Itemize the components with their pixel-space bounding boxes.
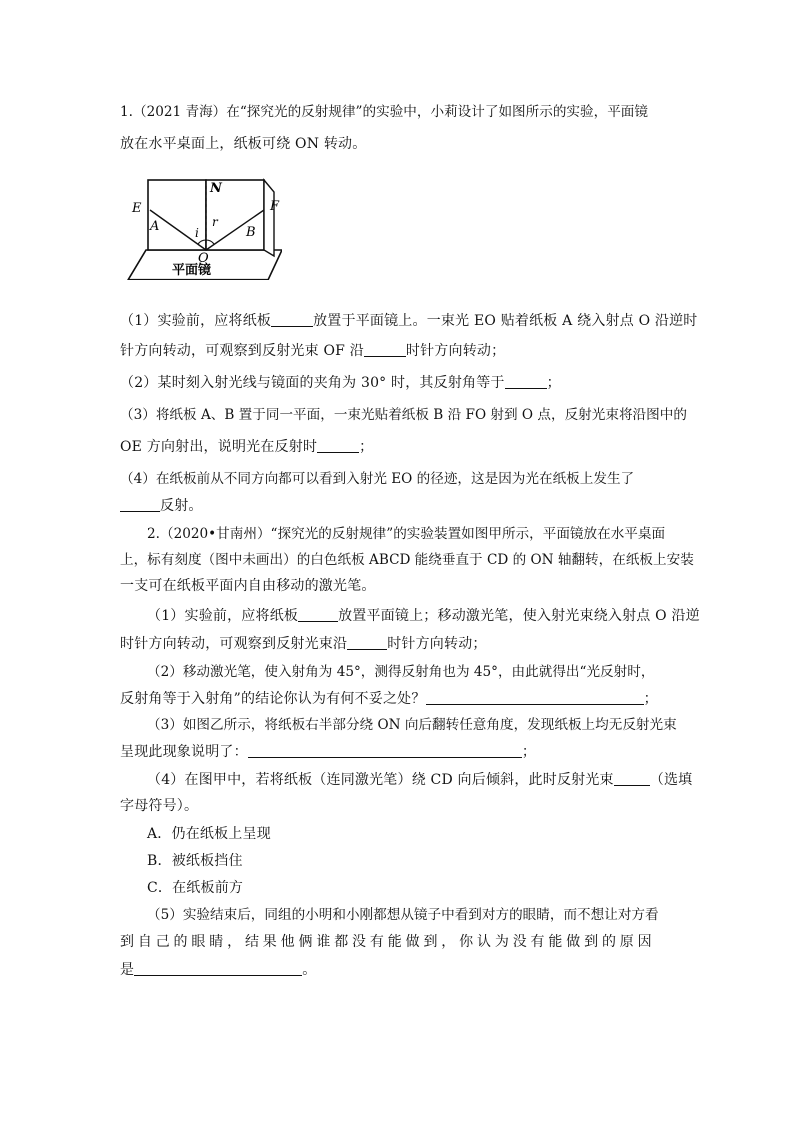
q1-part3-line2	[120, 437, 373, 457]
q1-part1-text-c: 针方向转动，可观察到反射光束 OF 沿	[120, 343, 364, 359]
answer-blank[interactable]	[248, 743, 522, 758]
q2-part2-line2	[120, 689, 658, 709]
q1-stem-line1: 1.（2021 青海）在“探究光的反射规律”的实验中，小莉设计了如图所示的实验，平面镜	[120, 104, 648, 120]
q2-part5-line2: 到 自 己 的 眼 睛 ， 结 果 他 俩 谁 都 没 有 能 做 到 ， 你 认 为 没 有 能 做 到 的 原 因	[120, 934, 652, 950]
label-n: N	[210, 181, 222, 196]
q1-part4-line2	[120, 496, 203, 516]
q2-part4-text-a: （4）在图甲中，若将纸板（连同激光笔）绕 CD 向后倾斜，此时反射光束	[147, 772, 614, 788]
q1-part3-line1: （3）将纸板 A、B 置于同一平面，一束光贴着纸板 B 沿 FO 射到 O 点，反射光束将沿图中的	[120, 407, 687, 423]
answer-blank[interactable]	[614, 771, 650, 786]
q2-part3-line2	[120, 742, 536, 762]
label-f: F	[270, 199, 280, 214]
q1-part2-text-a: （2）某时刻入射光线与镜面的夹角为 30° 时，其反射角等于	[120, 375, 505, 391]
label-a: A	[150, 219, 160, 234]
answer-blank[interactable]	[298, 607, 338, 622]
label-i: i	[195, 226, 199, 240]
q1-part1-text-b: 放置于平面镜上。一束光 EO 贴着纸板 A 绕入射点 O 沿逆时	[313, 313, 698, 329]
q2-option-a: A．仍在纸板上呈现	[147, 826, 271, 842]
q1-mirror-diagram	[122, 174, 282, 280]
q2-part4-line1	[147, 770, 692, 790]
q2-option-b: B．被纸板挡住	[147, 853, 243, 869]
label-b: B	[246, 225, 256, 240]
q2-part4-text-b: （选填	[649, 772, 693, 788]
q2-part5-line1: （5）实验结束后，同组的小明和小刚都想从镜子中看到对方的眼睛，而不想让对方看	[147, 907, 659, 923]
q2-part5-text-a: 是	[120, 962, 135, 978]
q1-part2-text-b: ；	[546, 375, 561, 391]
answer-blank[interactable]	[347, 635, 387, 650]
q1-part1-text-a: （1）实验前，应将纸板	[120, 313, 272, 329]
q2-part2-text-b: ；	[643, 691, 658, 707]
answer-blank[interactable]	[271, 312, 313, 327]
answer-blank[interactable]	[505, 374, 547, 389]
q2-part5-text-b: 。	[302, 962, 317, 978]
q1-part4-line1: （4）在纸板前从不同方向都可以看到入射光 EO 的径迹，这是因为光在纸板上发生了	[120, 471, 635, 487]
q2-part1-text-b: 放置平面镜上；移动激光笔，使入射光束绕入射点 O 沿逆	[338, 608, 700, 624]
q1-stem-line2: 放在水平桌面上，纸板可绕 ON 转动。	[120, 136, 367, 152]
q2-part3-line1: （3）如图乙所示，将纸板右半部分绕 ON 向后翻转任意角度，发现纸板上均无反射光束	[147, 717, 677, 733]
answer-blank[interactable]	[317, 438, 359, 453]
label-e: E	[132, 201, 142, 216]
answer-blank[interactable]	[426, 690, 644, 705]
q1-part3-text-b: ；	[359, 439, 374, 455]
q2-part4-line2: 字母符号）。	[120, 798, 199, 814]
q2-part2-line1: （2）移动激光笔，使入射角为 45°，测得反射角也为 45°，由此就得出“光反射时，	[147, 664, 655, 680]
q2-stem-line1: 2.（2020•甘南州）“探究光的反射规律”的实验装置如图甲所示，平面镜放在水平桌面	[147, 526, 666, 542]
q2-part1-text-d: 时针方向转动；	[387, 636, 487, 652]
answer-blank[interactable]	[120, 497, 160, 512]
q2-part3-text-a: 呈现此现象说明了：	[120, 744, 248, 760]
q2-option-c: C．在纸板前方	[147, 880, 244, 896]
mirror-experiment-figure	[122, 174, 282, 280]
q2-part1-line1	[147, 606, 700, 626]
q1-part1-text-d: 时针方向转动；	[405, 343, 506, 359]
q2-part1-text-a: （1）实验前，应将纸板	[147, 608, 299, 624]
q1-part1-line1	[120, 311, 698, 331]
q2-stem-line2: 上，标有刻度（图中未画出）的白色纸板 ABCD 能绕垂直于 CD 的 ON 轴翻转，在纸板上安装	[120, 552, 694, 568]
answer-blank[interactable]	[364, 342, 406, 357]
q1-part3-text-a: OE 方向射出，说明光在反射时	[120, 439, 318, 455]
q2-part1-text-c: 时针方向转动，可观察到反射光束沿	[120, 636, 348, 652]
q2-stem-line3: 一支可在纸板平面内自由移动的激光笔。	[120, 578, 376, 594]
q2-part5-line3	[120, 960, 316, 980]
q2-part2-text-a: 反射角等于入射角”的结论你认为有何不妥之处？	[120, 691, 426, 707]
q1-part4-text: 反射。	[160, 498, 203, 514]
label-r: r	[212, 215, 218, 229]
mirror-label: 平面镜	[172, 263, 212, 278]
q2-part3-text-b: ；	[521, 744, 537, 760]
q1-part1-line2	[120, 341, 505, 361]
label-o: O	[198, 251, 209, 266]
answer-blank[interactable]	[134, 961, 302, 976]
q1-part2-line	[120, 373, 561, 393]
q2-part1-line2	[120, 634, 487, 654]
